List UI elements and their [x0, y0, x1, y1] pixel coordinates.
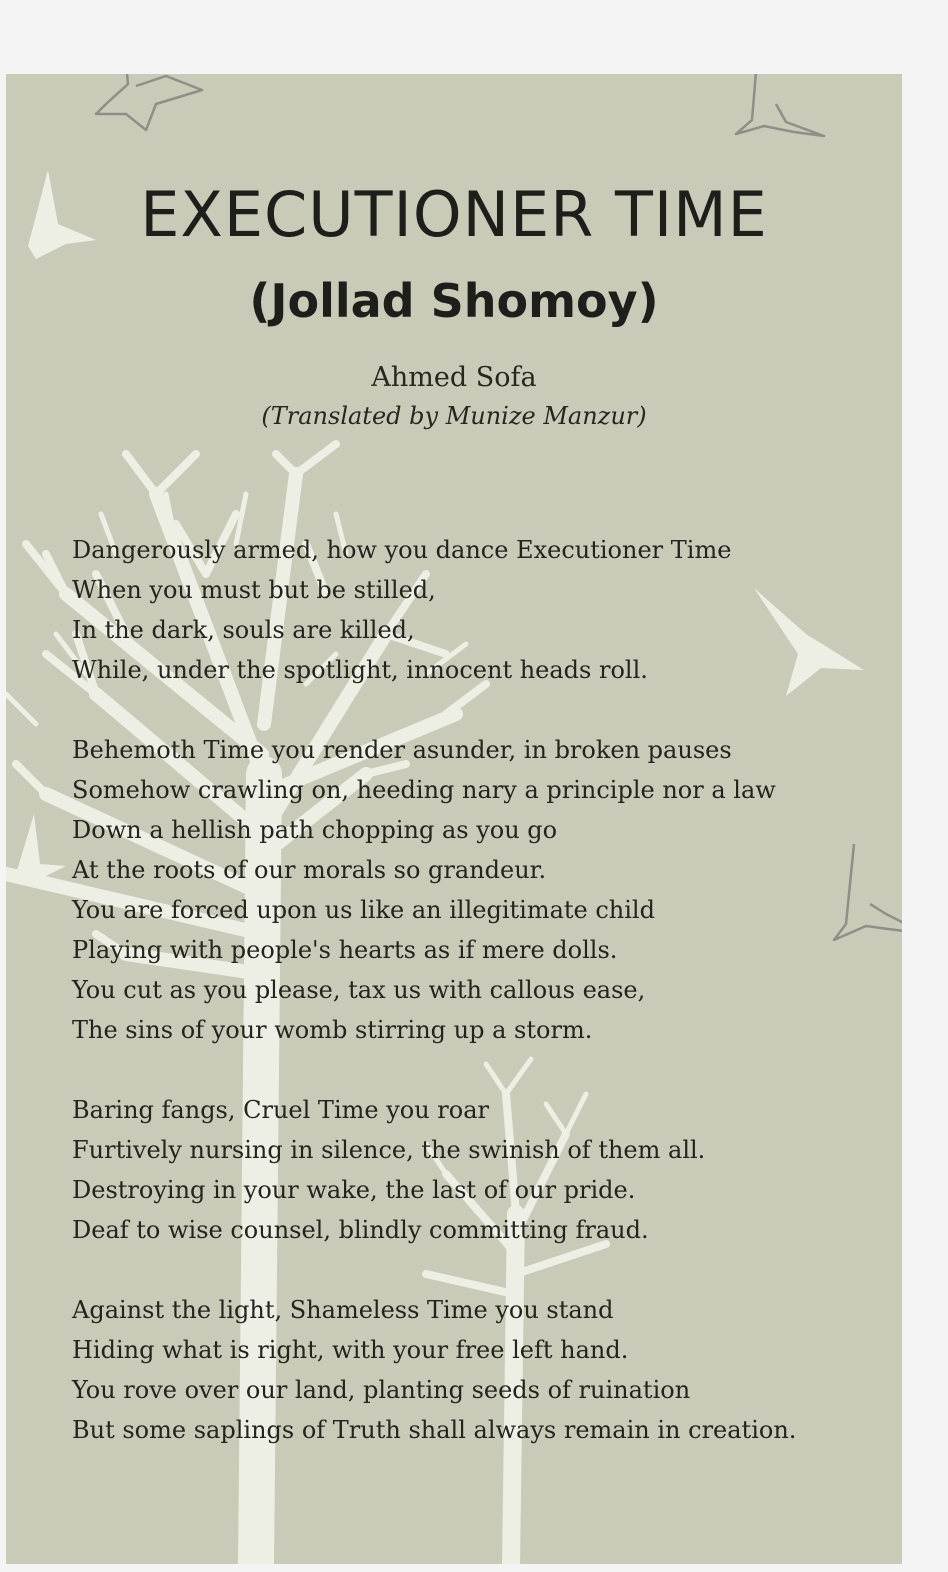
poem-line: Down a hellish path chopping as you go	[72, 816, 558, 844]
stanza-3	[72, 1090, 892, 1250]
poem-line: Dangerously armed, how you dance Executioner Time	[72, 536, 732, 564]
poem-line: You are forced upon us like an illegitimate child	[72, 896, 655, 924]
stanza-1	[72, 530, 892, 690]
poem-line: You rove over our land, planting seeds of ruination	[72, 1376, 691, 1404]
poem-line: Destroying in your wake, the last of our pride.	[72, 1176, 636, 1204]
poem-line: But some saplings of Truth shall always remain in creation.	[72, 1416, 797, 1444]
poem-subtitle: (Jollad Shomoy)	[249, 274, 659, 328]
stanza-4	[72, 1290, 892, 1450]
poem-line: In the dark, souls are killed,	[72, 616, 415, 644]
poem-line: At the roots of our morals so grandeur.	[72, 856, 547, 884]
poem-line: When you must but be stilled,	[72, 576, 436, 604]
poem-author: Ahmed Sofa	[371, 362, 537, 393]
poem-line: Behemoth Time you render asunder, in broken pauses	[72, 736, 732, 764]
poem-line: The sins of your womb stirring up a storm.	[72, 1016, 593, 1044]
poem-translator: (Translated by Munize Manzur)	[261, 402, 647, 430]
poem-line: Somehow crawling on, heeding nary a principle nor a law	[72, 776, 776, 804]
poem-line: Furtively nursing in silence, the swinish of them all.	[72, 1136, 706, 1164]
poem-panel	[6, 74, 902, 1564]
poem-line: Hiding what is right, with your free left hand.	[72, 1336, 629, 1364]
poem-body	[72, 530, 892, 1490]
poem-line: Deaf to wise counsel, blindly committing fraud.	[72, 1216, 649, 1244]
poem-line: Baring fangs, Cruel Time you roar	[72, 1096, 489, 1124]
poem-line: Playing with people's hearts as if mere dolls.	[72, 936, 618, 964]
poem-line: Against the light, Shameless Time you stand	[72, 1296, 614, 1324]
poem-title: EXECUTIONER TIME	[140, 178, 768, 251]
stanza-2	[72, 730, 892, 1050]
poem-line: While, under the spotlight, innocent heads roll.	[72, 656, 648, 684]
poem-line: You cut as you please, tax us with callous ease,	[72, 976, 646, 1004]
